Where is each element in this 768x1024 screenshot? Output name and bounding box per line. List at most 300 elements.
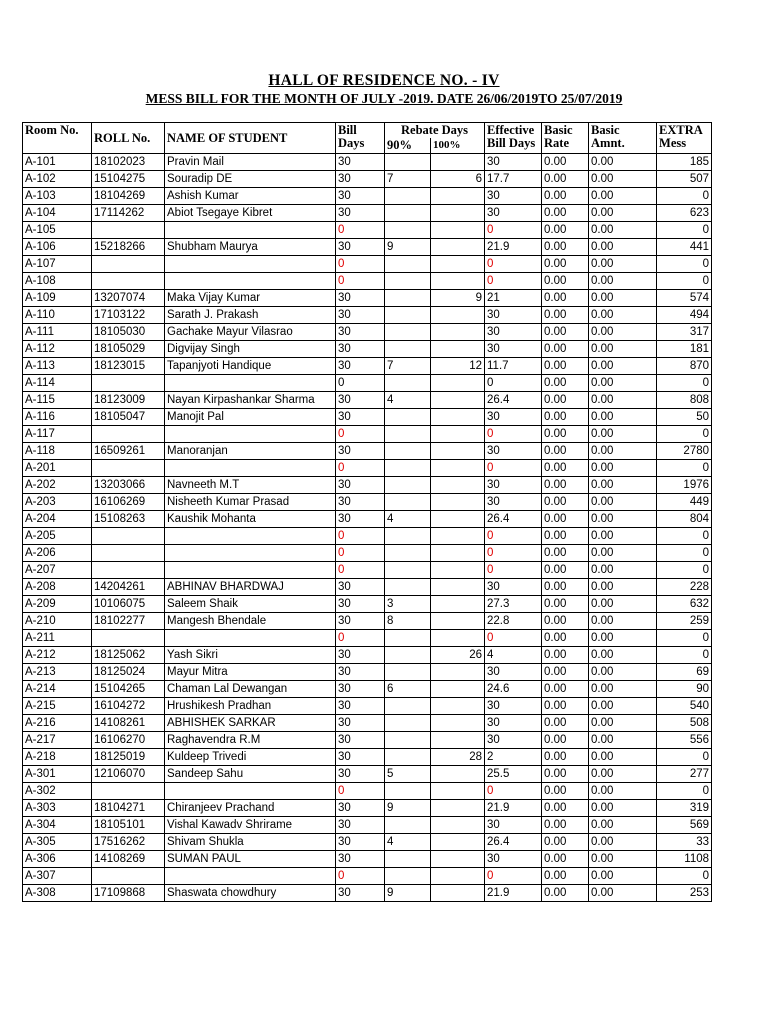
table-row: [23, 409, 712, 426]
room-no-cell: A-306: [23, 851, 92, 868]
student-name-cell: Sandeep Sahu: [165, 766, 336, 783]
rebate-100-cell: [431, 494, 485, 511]
rebate-100-cell: [431, 375, 485, 392]
basic-rate-cell: 0.00: [542, 800, 589, 817]
extra-mess-cell: 623: [657, 205, 712, 222]
table-row: [23, 715, 712, 732]
rebate-100-cell: [431, 188, 485, 205]
effective-bill-days-cell: 30: [485, 477, 542, 494]
basic-amnt-cell: 0.00: [589, 307, 657, 324]
extra-mess-cell: 228: [657, 579, 712, 596]
room-no-cell: A-117: [23, 426, 92, 443]
basic-rate-cell: 0.00: [542, 154, 589, 171]
basic-rate-cell: 0.00: [542, 579, 589, 596]
room-no-cell: A-307: [23, 868, 92, 885]
extra-mess-cell: 0: [657, 375, 712, 392]
basic-amnt-cell: 0.00: [589, 375, 657, 392]
rebate-90-cell: [385, 307, 431, 324]
bill-days-cell: 30: [336, 188, 385, 205]
roll-no-cell: 16509261: [92, 443, 165, 460]
rebate-90-cell: 4: [385, 392, 431, 409]
rebate-100-cell: [431, 562, 485, 579]
effective-bill-days-cell: 0: [485, 222, 542, 239]
basic-rate-cell: 0.00: [542, 732, 589, 749]
rebate-90-cell: 5: [385, 766, 431, 783]
student-name-cell: Nisheeth Kumar Prasad: [165, 494, 336, 511]
roll-no-cell: 10106075: [92, 596, 165, 613]
student-name-cell: Mangesh Bhendale: [165, 613, 336, 630]
basic-rate-cell: 0.00: [542, 477, 589, 494]
bill-days-cell: 0: [336, 868, 385, 885]
basic-rate-cell: 0.00: [542, 749, 589, 766]
effective-bill-days-cell: 26.4: [485, 834, 542, 851]
roll-no-cell: 14204261: [92, 579, 165, 596]
basic-amnt-cell: 0.00: [589, 222, 657, 239]
roll-no-cell: 18125019: [92, 749, 165, 766]
effective-bill-days-cell: 30: [485, 324, 542, 341]
roll-no-cell: 12106070: [92, 766, 165, 783]
table-row: [23, 885, 712, 902]
rebate-90-cell: [385, 749, 431, 766]
room-no-cell: A-211: [23, 630, 92, 647]
extra-mess-cell: 441: [657, 239, 712, 256]
bill-days-cell: 30: [336, 392, 385, 409]
student-name-cell: [165, 868, 336, 885]
table-row: [23, 205, 712, 222]
header-effective-bill-days: Effective Bill Days: [485, 123, 542, 154]
bill-days-cell: 30: [336, 443, 385, 460]
rebate-90-cell: [385, 375, 431, 392]
roll-no-cell: 17103122: [92, 307, 165, 324]
effective-bill-days-cell: 22.8: [485, 613, 542, 630]
rebate-100-cell: [431, 800, 485, 817]
effective-bill-days-cell: 30: [485, 698, 542, 715]
room-no-cell: A-206: [23, 545, 92, 562]
table-row: [23, 596, 712, 613]
extra-mess-cell: 632: [657, 596, 712, 613]
rebate-90-cell: [385, 154, 431, 171]
room-no-cell: A-107: [23, 256, 92, 273]
basic-rate-cell: 0.00: [542, 375, 589, 392]
roll-no-cell: 18123015: [92, 358, 165, 375]
extra-mess-cell: 0: [657, 426, 712, 443]
table-row: [23, 545, 712, 562]
roll-no-cell: 18105101: [92, 817, 165, 834]
student-name-cell: Chaman Lal Dewangan: [165, 681, 336, 698]
rebate-90-cell: 7: [385, 171, 431, 188]
student-name-cell: [165, 528, 336, 545]
student-name-cell: [165, 783, 336, 800]
roll-no-cell: 18104269: [92, 188, 165, 205]
basic-rate-cell: 0.00: [542, 324, 589, 341]
student-name-cell: Saleem Shaik: [165, 596, 336, 613]
bill-days-cell: 0: [336, 273, 385, 290]
bill-days-cell: 30: [336, 171, 385, 188]
roll-no-cell: [92, 375, 165, 392]
basic-amnt-cell: 0.00: [589, 205, 657, 222]
room-no-cell: A-303: [23, 800, 92, 817]
effective-bill-days-cell: 0: [485, 256, 542, 273]
student-name-cell: Nayan Kirpashankar Sharma: [165, 392, 336, 409]
rebate-90-cell: [385, 579, 431, 596]
bill-days-cell: 30: [336, 885, 385, 902]
bill-days-cell: 30: [336, 596, 385, 613]
roll-no-cell: 16104272: [92, 698, 165, 715]
roll-no-cell: 18123009: [92, 392, 165, 409]
basic-rate-cell: 0.00: [542, 171, 589, 188]
table-row: [23, 851, 712, 868]
table-row: [23, 273, 712, 290]
table-row: [23, 783, 712, 800]
extra-mess-cell: 0: [657, 256, 712, 273]
bill-days-cell: 30: [336, 681, 385, 698]
student-name-cell: Manojit Pal: [165, 409, 336, 426]
header-roll-no: ROLL No.: [92, 123, 165, 154]
rebate-100-cell: [431, 579, 485, 596]
effective-bill-days-cell: 30: [485, 579, 542, 596]
basic-rate-cell: 0.00: [542, 766, 589, 783]
effective-bill-days-cell: 11.7: [485, 358, 542, 375]
basic-amnt-cell: 0.00: [589, 171, 657, 188]
rebate-100-cell: [431, 868, 485, 885]
bill-days-cell: 30: [336, 834, 385, 851]
room-no-cell: A-118: [23, 443, 92, 460]
header-basic-rate: Basic Rate: [542, 123, 589, 154]
room-no-cell: A-301: [23, 766, 92, 783]
roll-no-cell: 15108263: [92, 511, 165, 528]
effective-bill-days-cell: 21.9: [485, 800, 542, 817]
bill-days-cell: 30: [336, 494, 385, 511]
room-no-cell: A-105: [23, 222, 92, 239]
student-name-cell: Navneeth M.T: [165, 477, 336, 494]
roll-no-cell: 17109868: [92, 885, 165, 902]
extra-mess-cell: 50: [657, 409, 712, 426]
rebate-90-cell: 8: [385, 613, 431, 630]
table-row: [23, 681, 712, 698]
student-name-cell: Mayur Mitra: [165, 664, 336, 681]
basic-amnt-cell: 0.00: [589, 545, 657, 562]
student-name-cell: [165, 273, 336, 290]
basic-amnt-cell: 0.00: [589, 783, 657, 800]
effective-bill-days-cell: 30: [485, 341, 542, 358]
rebate-100-cell: [431, 630, 485, 647]
basic-amnt-cell: 0.00: [589, 732, 657, 749]
roll-no-cell: 14108269: [92, 851, 165, 868]
extra-mess-cell: 870: [657, 358, 712, 375]
basic-amnt-cell: 0.00: [589, 664, 657, 681]
basic-amnt-cell: 0.00: [589, 324, 657, 341]
rebate-100-cell: [431, 477, 485, 494]
basic-amnt-cell: 0.00: [589, 239, 657, 256]
header-room-no: Room No.: [23, 123, 92, 154]
effective-bill-days-cell: 0: [485, 783, 542, 800]
room-no-cell: A-214: [23, 681, 92, 698]
basic-rate-cell: 0.00: [542, 409, 589, 426]
rebate-90-cell: [385, 562, 431, 579]
bill-days-cell: 30: [336, 732, 385, 749]
table-row: [23, 698, 712, 715]
basic-rate-cell: 0.00: [542, 290, 589, 307]
table-row: [23, 477, 712, 494]
effective-bill-days-cell: 30: [485, 188, 542, 205]
basic-amnt-cell: 0.00: [589, 341, 657, 358]
bill-days-cell: 30: [336, 613, 385, 630]
bill-days-cell: 30: [336, 477, 385, 494]
student-name-cell: Manoranjan: [165, 443, 336, 460]
table-row: [23, 562, 712, 579]
basic-rate-cell: 0.00: [542, 188, 589, 205]
rebate-100-cell: [431, 596, 485, 613]
student-name-cell: Yash Sikri: [165, 647, 336, 664]
extra-mess-cell: 0: [657, 222, 712, 239]
student-name-cell: Digvijay Singh: [165, 341, 336, 358]
rebate-90-cell: 3: [385, 596, 431, 613]
rebate-100-cell: [431, 732, 485, 749]
room-no-cell: A-308: [23, 885, 92, 902]
extra-mess-cell: 0: [657, 528, 712, 545]
basic-rate-cell: 0.00: [542, 494, 589, 511]
extra-mess-cell: 556: [657, 732, 712, 749]
basic-amnt-cell: 0.00: [589, 443, 657, 460]
table-row: [23, 222, 712, 239]
rebate-90-cell: [385, 851, 431, 868]
extra-mess-cell: 0: [657, 562, 712, 579]
rebate-100-cell: [431, 851, 485, 868]
bill-days-cell: 30: [336, 749, 385, 766]
bill-days-cell: 0: [336, 375, 385, 392]
roll-no-cell: 16106270: [92, 732, 165, 749]
effective-bill-days-cell: 21.9: [485, 239, 542, 256]
student-name-cell: Hrushikesh Pradhan: [165, 698, 336, 715]
room-no-cell: A-205: [23, 528, 92, 545]
rebate-100-cell: [431, 528, 485, 545]
student-name-cell: [165, 460, 336, 477]
room-no-cell: A-113: [23, 358, 92, 375]
room-no-cell: A-116: [23, 409, 92, 426]
bill-days-cell: 0: [336, 562, 385, 579]
rebate-100-cell: 12: [431, 358, 485, 375]
table-row: [23, 630, 712, 647]
rebate-90-cell: [385, 341, 431, 358]
rebate-100-cell: [431, 324, 485, 341]
roll-no-cell: 17114262: [92, 205, 165, 222]
table-row: [23, 341, 712, 358]
student-name-cell: [165, 630, 336, 647]
effective-bill-days-cell: 27.3: [485, 596, 542, 613]
student-name-cell: Souradip DE: [165, 171, 336, 188]
rebate-100-cell: [431, 664, 485, 681]
header-rebate-100: 100%: [431, 138, 485, 154]
bill-days-cell: 0: [336, 426, 385, 443]
extra-mess-cell: 569: [657, 817, 712, 834]
basic-amnt-cell: 0.00: [589, 817, 657, 834]
basic-rate-cell: 0.00: [542, 868, 589, 885]
basic-amnt-cell: 0.00: [589, 579, 657, 596]
header-basic-amnt: Basic Amnt.: [589, 123, 657, 154]
basic-rate-cell: 0.00: [542, 681, 589, 698]
rebate-100-cell: 26: [431, 647, 485, 664]
rebate-90-cell: [385, 528, 431, 545]
document-subtitle: MESS BILL FOR THE MONTH OF JULY -2019. DATE 26/06/2019TO 25/07/2019: [145, 91, 623, 106]
rebate-100-cell: [431, 613, 485, 630]
extra-mess-cell: 69: [657, 664, 712, 681]
basic-rate-cell: 0.00: [542, 613, 589, 630]
student-name-cell: Shaswata chowdhury: [165, 885, 336, 902]
rebate-90-cell: [385, 222, 431, 239]
basic-amnt-cell: 0.00: [589, 800, 657, 817]
basic-amnt-cell: 0.00: [589, 851, 657, 868]
bill-days-cell: 0: [336, 783, 385, 800]
roll-no-cell: 13203066: [92, 477, 165, 494]
basic-rate-cell: 0.00: [542, 426, 589, 443]
room-no-cell: A-203: [23, 494, 92, 511]
room-no-cell: A-103: [23, 188, 92, 205]
bill-days-cell: 30: [336, 664, 385, 681]
extra-mess-cell: 90: [657, 681, 712, 698]
roll-no-cell: [92, 273, 165, 290]
extra-mess-cell: 185: [657, 154, 712, 171]
roll-no-cell: 14108261: [92, 715, 165, 732]
roll-no-cell: 18105030: [92, 324, 165, 341]
mess-bill-table: [22, 122, 712, 902]
effective-bill-days-cell: 0: [485, 545, 542, 562]
extra-mess-cell: 0: [657, 647, 712, 664]
effective-bill-days-cell: 30: [485, 851, 542, 868]
basic-rate-cell: 0.00: [542, 647, 589, 664]
rebate-90-cell: 9: [385, 800, 431, 817]
table-row: [23, 766, 712, 783]
effective-bill-days-cell: 30: [485, 494, 542, 511]
student-name-cell: Chiranjeev Prachand: [165, 800, 336, 817]
bill-days-cell: 0: [336, 222, 385, 239]
rebate-100-cell: [431, 307, 485, 324]
roll-no-cell: [92, 562, 165, 579]
rebate-90-cell: 4: [385, 511, 431, 528]
rebate-90-cell: [385, 647, 431, 664]
rebate-100-cell: [431, 256, 485, 273]
basic-amnt-cell: 0.00: [589, 715, 657, 732]
rebate-100-cell: [431, 511, 485, 528]
header-extra-mess: EXTRA Mess: [657, 123, 712, 154]
basic-rate-cell: 0.00: [542, 511, 589, 528]
bill-days-cell: 30: [336, 239, 385, 256]
student-name-cell: [165, 426, 336, 443]
basic-amnt-cell: 0.00: [589, 154, 657, 171]
room-no-cell: A-204: [23, 511, 92, 528]
extra-mess-cell: 0: [657, 460, 712, 477]
table-row: [23, 256, 712, 273]
rebate-90-cell: [385, 630, 431, 647]
basic-rate-cell: 0.00: [542, 817, 589, 834]
roll-no-cell: [92, 783, 165, 800]
basic-rate-cell: 0.00: [542, 273, 589, 290]
bill-days-cell: 0: [336, 528, 385, 545]
room-no-cell: A-217: [23, 732, 92, 749]
effective-bill-days-cell: 4: [485, 647, 542, 664]
bill-days-cell: 0: [336, 256, 385, 273]
basic-amnt-cell: 0.00: [589, 698, 657, 715]
basic-rate-cell: 0.00: [542, 528, 589, 545]
bill-days-cell: 30: [336, 205, 385, 222]
extra-mess-cell: 449: [657, 494, 712, 511]
bill-days-cell: 0: [336, 460, 385, 477]
extra-mess-cell: 804: [657, 511, 712, 528]
extra-mess-cell: 259: [657, 613, 712, 630]
basic-amnt-cell: 0.00: [589, 885, 657, 902]
basic-rate-cell: 0.00: [542, 358, 589, 375]
room-no-cell: A-106: [23, 239, 92, 256]
header-rebate-days: Rebate Days: [385, 123, 485, 139]
bill-days-cell: 30: [336, 290, 385, 307]
effective-bill-days-cell: 0: [485, 460, 542, 477]
student-name-cell: [165, 222, 336, 239]
rebate-100-cell: [431, 205, 485, 222]
roll-no-cell: [92, 426, 165, 443]
basic-rate-cell: 0.00: [542, 596, 589, 613]
effective-bill-days-cell: 30: [485, 732, 542, 749]
roll-no-cell: 18105047: [92, 409, 165, 426]
basic-rate-cell: 0.00: [542, 256, 589, 273]
basic-amnt-cell: 0.00: [589, 613, 657, 630]
table-row: [23, 290, 712, 307]
student-name-cell: Maka Vijay Kumar: [165, 290, 336, 307]
rebate-100-cell: [431, 426, 485, 443]
effective-bill-days-cell: 0: [485, 528, 542, 545]
effective-bill-days-cell: 0: [485, 273, 542, 290]
extra-mess-cell: 0: [657, 273, 712, 290]
table-row: [23, 800, 712, 817]
effective-bill-days-cell: 26.4: [485, 392, 542, 409]
effective-bill-days-cell: 0: [485, 630, 542, 647]
room-no-cell: A-304: [23, 817, 92, 834]
rebate-100-cell: [431, 885, 485, 902]
table-row: [23, 817, 712, 834]
basic-rate-cell: 0.00: [542, 239, 589, 256]
extra-mess-cell: 1108: [657, 851, 712, 868]
header-bill-days: Bill Days: [336, 123, 385, 154]
roll-no-cell: [92, 256, 165, 273]
basic-rate-cell: 0.00: [542, 783, 589, 800]
bill-days-cell: 30: [336, 715, 385, 732]
table-row: [23, 664, 712, 681]
roll-no-cell: [92, 868, 165, 885]
basic-rate-cell: 0.00: [542, 885, 589, 902]
basic-amnt-cell: 0.00: [589, 868, 657, 885]
rebate-100-cell: [431, 409, 485, 426]
effective-bill-days-cell: 30: [485, 715, 542, 732]
bill-days-cell: 30: [336, 409, 385, 426]
student-name-cell: ABHISHEK SARKAR: [165, 715, 336, 732]
extra-mess-cell: 181: [657, 341, 712, 358]
bill-days-cell: 30: [336, 579, 385, 596]
basic-rate-cell: 0.00: [542, 205, 589, 222]
rebate-90-cell: 4: [385, 834, 431, 851]
roll-no-cell: [92, 222, 165, 239]
student-name-cell: Ashish Kumar: [165, 188, 336, 205]
student-name-cell: Shivam Shukla: [165, 834, 336, 851]
rebate-90-cell: [385, 698, 431, 715]
basic-amnt-cell: 0.00: [589, 256, 657, 273]
table-row: [23, 154, 712, 171]
effective-bill-days-cell: 30: [485, 817, 542, 834]
rebate-90-cell: [385, 205, 431, 222]
basic-amnt-cell: 0.00: [589, 273, 657, 290]
bill-days-cell: 30: [336, 154, 385, 171]
basic-amnt-cell: 0.00: [589, 426, 657, 443]
rebate-100-cell: [431, 460, 485, 477]
student-name-cell: ABHINAV BHARDWAJ: [165, 579, 336, 596]
rebate-90-cell: [385, 868, 431, 885]
